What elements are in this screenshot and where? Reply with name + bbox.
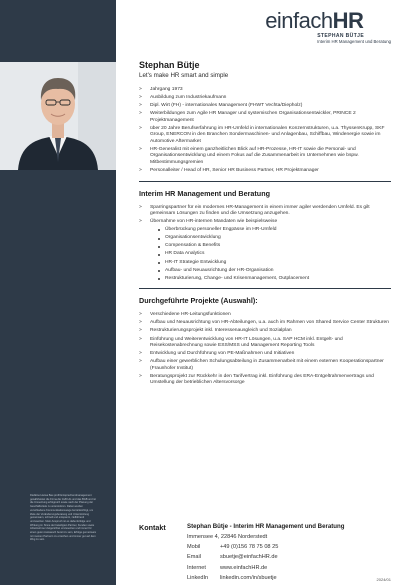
- sublist-item: Restrukturierung, Change- und Krisenmanagement, Outplacement: [139, 276, 391, 283]
- list-item: > Verschiedene HR-Leitungsfunktionen: [139, 312, 391, 319]
- main-content: [139, 60, 391, 388]
- brand-logo: [265, 9, 391, 44]
- sidebar-note: Die/Eine Hansa Bau profil Entsprechendmanagement gewährleistet die Firma die GvB HG und das BGB und ist die Umsetzung erfolgreich sowie nach der Planung der Geschäftsziele zu unterstützen. Dabei werden verschiedene Kommunikationswege berücksichtigt, um Ziele der Veränderungsberatung und Unterstützung gemeinsam, schnell und entspannt, zielführend umzusetzen. Mein Anspruch ist es dabei Erfolge und Wirkung im Sinne der beteiligten Partner, Kunden sowie Arbeitnehmer zielgerichtet umzusetzen und immer für einen guten Austausch bereit zu sein, Erfolge gemeinsam mit meinen Partnern zu erreichen und immer gut auf dem Weg zu sein.: [30, 494, 97, 542]
- contact-label: LinkedIn: [187, 575, 209, 582]
- contact-row-email: [187, 552, 391, 562]
- version-label: 2024/01: [376, 577, 391, 582]
- contact-block: [187, 523, 391, 584]
- contact-row-linkedin: [187, 573, 391, 583]
- list-item: > Einführung und Weiterentwicklung von HR-IT Lösungen, u.a. SAP HCM inkl. Entgelt- und Reisekostenabrechnung sowie ESS/MSS und Management Reporting Tools: [139, 337, 391, 350]
- contact-heading: Stephan Bütje - Interim HR Management und Beratung: [187, 523, 345, 530]
- list-item: > HR-Generalist mit einem ganzheitlichen Blick auf HR-Prozesse, HR-IT sowie die Personal- und Organisationsentwicklung und einem Fokus auf die Zusammenarbeit im Unternehmen wie bspw. Mitbestimmungsgremien: [139, 147, 391, 167]
- list-item: > Beratungsprojekt zur Rückkehr in den Tarifvertrag inkl. Einführung des ERA-Entgeltrahmenvertrags und Umstellung der betrieblichen Altersvorsorge: [139, 374, 391, 387]
- logo-word: einfach: [265, 8, 333, 33]
- section-title-projects: Durchgeführte Projekte (Auswahl):: [139, 296, 258, 306]
- sidebar: [0, 0, 116, 585]
- contact-value-email[interactable]: sbuetje@einfachHR.de: [220, 554, 278, 561]
- list-item: > Entwicklung und Durchführung von PE-Maßnahmen und Initiativen: [139, 351, 391, 358]
- contact-title: Kontakt: [139, 523, 166, 532]
- list-item: > Ausbildung zum Industriekaufmann: [139, 95, 391, 102]
- contact-value-website[interactable]: www.einfachHR.de: [220, 564, 268, 571]
- contact-row-internet: [187, 563, 391, 573]
- contact-value-linkedin[interactable]: linkedin.com/in/sbuetje: [220, 575, 277, 582]
- projects-list: [139, 312, 391, 387]
- contact-row-mobile: [187, 542, 391, 552]
- list-item: [139, 219, 391, 282]
- section-title-interim: Interim HR Management und Beratung: [139, 188, 270, 198]
- list-item: > Restrukturierungsprojekt inkl. Interessenausgleich und Sozialplan: [139, 328, 391, 335]
- list-item-text: Übernahme von HR-internen Mandaten wie beispielsweise: [150, 219, 278, 225]
- sublist-item: Organisationsentwicklung: [139, 235, 391, 242]
- profile-list: [139, 87, 391, 175]
- portrait-image: [0, 62, 116, 170]
- tagline: Let's make HR smart and simple: [139, 72, 229, 79]
- list-item: > Jahrgang 1973: [139, 87, 391, 94]
- contact-address: Immensee 4, 22846 Norderstedt: [187, 534, 268, 540]
- list-item: > Weiterbildungen zum Agile HR Manager und systemischen Organisationsentwickler, PRINCE 2 Projektmanagement: [139, 111, 391, 124]
- list-item: > Dipl. Wirt (FH) - internationales Management (FHWT Vechta/Diepholz): [139, 103, 391, 110]
- interim-list: [139, 205, 391, 283]
- sublist-item: Compensation & Benefits: [139, 243, 391, 250]
- logo-hr: HR: [332, 8, 364, 33]
- list-item: > Aufbau einer gewerblichen Schulungsabteilung in Zusammenarbeit mit einem externen Kooperationspartner (Fraunhofer Institut): [139, 359, 391, 372]
- divider: [139, 181, 391, 182]
- list-item: > über 20 Jahre Berufserfahrung im HR-Umfeld in internationalen Konzernstrukturen, u.a. ThyssenKrupp, SKF Group, ENERCON in den Branchen Sondermaschinen- und Anlagenbau, Schiffbau, Windenergie sowie im Automotive Aftermarket: [139, 126, 391, 146]
- sublist-item: Aufbau- und Neuausrichtung der HR-Organisation: [139, 268, 391, 275]
- contact-label: Email: [187, 554, 201, 561]
- list-item: > Aufbau und Neuausrichtung von HR-Abteilungen, u.a. auch im Rahmen von Shared Service Center Strukturen: [139, 320, 391, 327]
- list-item: > Sparringspartner für ein modernes HR-Management in einem immer agiler werdenden Umfeld. Es gilt gemeinsam Lösungen zu finden und die Umsetzung anzugehen.: [139, 205, 391, 218]
- contact-value-mobile[interactable]: +49 (0)156 78 75 08 25: [220, 544, 279, 550]
- sublist-item: HR-IT Strategie Entwicklung: [139, 260, 391, 267]
- logo-wordmark: [265, 9, 391, 33]
- list-item: > Personalleiter / Head of HR, Senior HR Business Partner, HR Projektmanager: [139, 168, 391, 175]
- contact-label: Mobil: [187, 544, 201, 550]
- sublist-item: HR Data Analytics: [139, 251, 391, 258]
- interim-sublist: [139, 227, 391, 282]
- logo-subtitle-tag: Interim HR Management und Beratung: [317, 39, 391, 44]
- sublist-item: Überbrückung personeller Engpässe im HR-Umfeld: [139, 227, 391, 234]
- logo-subtitle-name: STEPHAN BÜTJE: [317, 33, 365, 39]
- profile-photo: [0, 62, 116, 170]
- person-name: Stephan Bütje: [139, 60, 200, 70]
- contact-label: Internet: [187, 564, 206, 571]
- divider: [139, 288, 391, 289]
